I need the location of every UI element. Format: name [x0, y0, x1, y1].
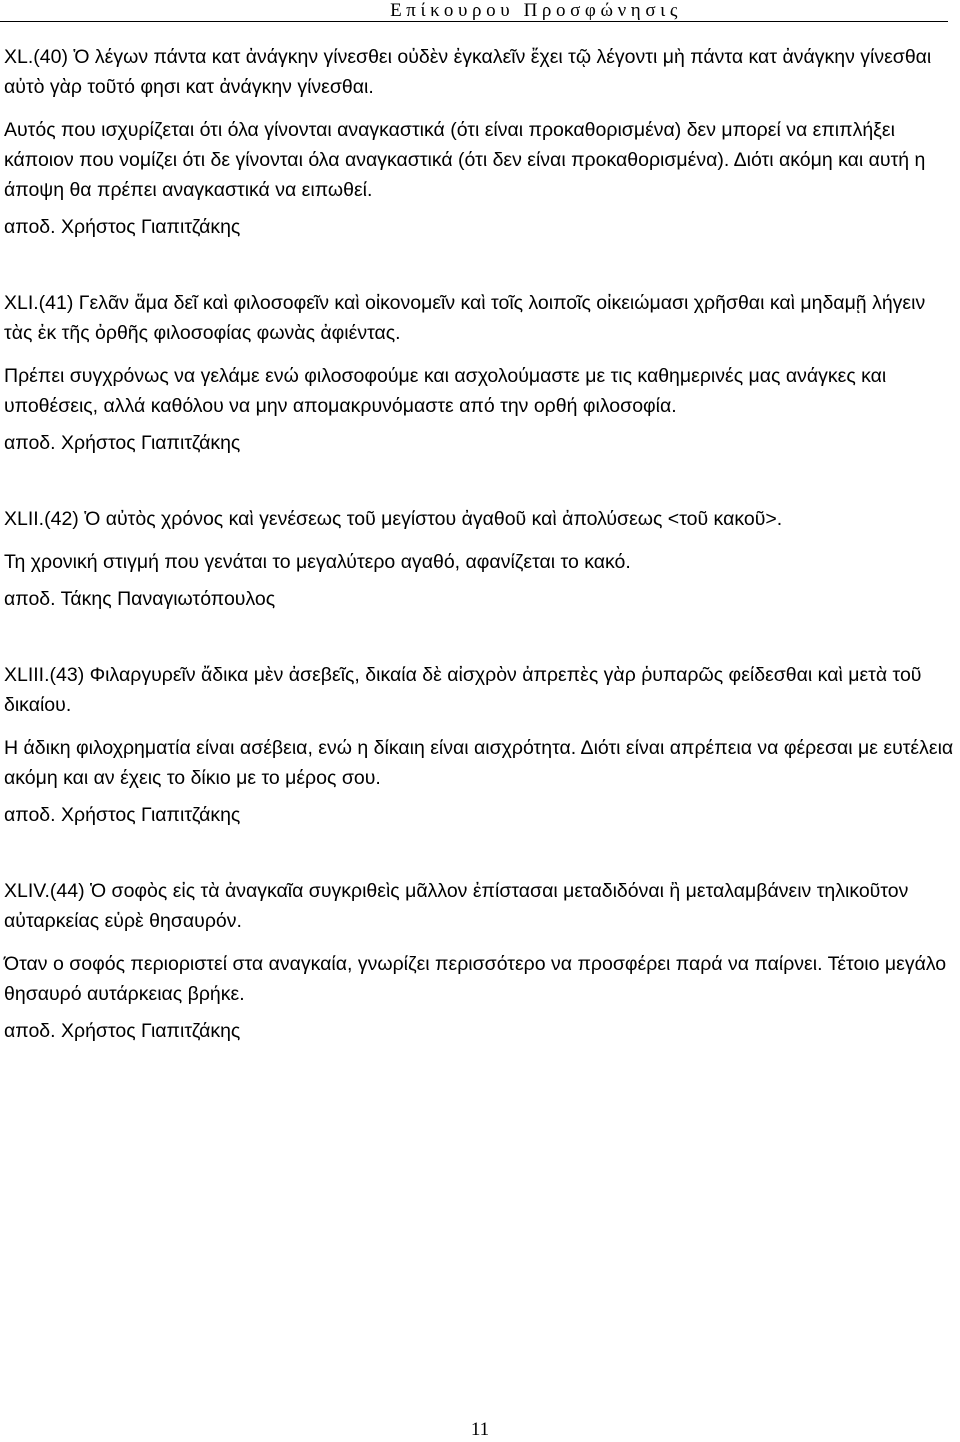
- page-number: 11: [470, 1419, 490, 1440]
- header-title: Επίκουρου Προσφώνησις: [390, 0, 682, 21]
- translator-credit: αποδ. Χρήστος Γιαπιτζάκης: [4, 432, 241, 454]
- translator-credit: αποδ. Χρήστος Γιαπιτζάκης: [4, 216, 241, 238]
- translator-credit: αποδ. Τάκης Παναγιωτόπουλος: [4, 588, 276, 610]
- translation: Η άδικη φιλοχρηματία είναι ασέβεια, ενώ η δίκαιη είναι αισχρότητα. Διότι είναι απρέπεια να φέρεσαι με ευτέλεια ακόμη και αν έχεις το δίκιο με το μέρος σου.: [4, 737, 954, 789]
- greek-quote: XL.(40) Ὁ λέγων πάντα κατ ἀνάγκην γίνεσθει οὐδὲν ἐγκαλεῖν ἔχει τῷ λέγοντι μὴ πάντα κατ ἀνάγκην γίνεσθαι αὐτὸ γὰρ τοῦτό φησι κατ ἀνάγκην γίνεσθαι.: [4, 46, 932, 98]
- greek-quote: XLIV.(44) Ὁ σοφὸς εἰς τὰ ἀναγκαῖα συγκριθεὶς μᾶλλον ἐπίστασαι μεταδιδόναι ἢ μεταλαμβάνειν τηλικοῦτον αὐταρκείας εὑρὲ θησαυρόν.: [4, 880, 909, 932]
- translation: Όταν ο σοφός περιοριστεί στα αναγκαία, γνωρίζει περισσότερο να προσφέρει παρά να παίρνει. Τέτοιο μεγάλο θησαυρό αυτάρκειας βρήκε.: [4, 953, 947, 1005]
- translation: Αυτός που ισχυρίζεται ότι όλα γίνονται αναγκαστικά (ότι είναι προκαθορισμένα) δεν μπορεί να επιπλήξει κάποιον που νομίζει ότι δε γίνονται όλα αναγκαστικά (ότι δεν είναι προκαθορισμένα). Διότι ακόμη και αυτή η άποψη θα πρέπει αναγκαστικά να ειπωθεί.: [4, 119, 926, 201]
- entry-44: [4, 876, 956, 1046]
- entry-42: [4, 504, 956, 614]
- translation: Πρέπει συγχρόνως να γελάμε ενώ φιλοσοφούμε και ασχολούμαστε με τις καθημερινές μας ανάγκες και υποθέσεις, αλλά καθόλου να μην απομακρυνόμαστε από την ορθή φιλοσοφία.: [4, 365, 887, 417]
- greek-quote: XLII.(42) Ὁ αὐτὸς χρόνος καὶ γενέσεως τοῦ μεγίστου ἀγαθοῦ καὶ ἀπολύσεως <τοῦ κακοῦ>.: [4, 508, 783, 530]
- greek-quote: XLIII.(43) Φιλαργυρεῖν ἄδικα μὲν ἀσεβεῖς, δικαία δὲ αἰσχρὸν ἀπρεπὲς γὰρ ῥυπαρῶς φείδεσθαι καὶ μετὰ τοῦ δικαίου.: [4, 664, 922, 716]
- entry-43: [4, 660, 956, 830]
- document-body: [4, 42, 956, 1046]
- translation: Τη χρονική στιγμή που γενάται το μεγαλύτερο αγαθό, αφανίζεται το κακό.: [4, 551, 631, 573]
- page-header: [0, 0, 948, 22]
- entry-40: [4, 42, 956, 242]
- entry-41: [4, 288, 956, 458]
- translator-credit: αποδ. Χρήστος Γιαπιτζάκης: [4, 1020, 241, 1042]
- translator-credit: αποδ. Χρήστος Γιαπιτζάκης: [4, 804, 241, 826]
- greek-quote: XLI.(41) Γελᾶν ἅμα δεῖ καὶ φιλοσοφεῖν καὶ οἰκονομεῖν καὶ τοῖς λοιποῖς οἰκειώμασι χρῆσθαι καὶ μηδαμῇ λήγειν τὰς ἐκ τῆς ὀρθῆς φιλοσοφίας φωνὰς ἀφιέντας.: [4, 292, 926, 344]
